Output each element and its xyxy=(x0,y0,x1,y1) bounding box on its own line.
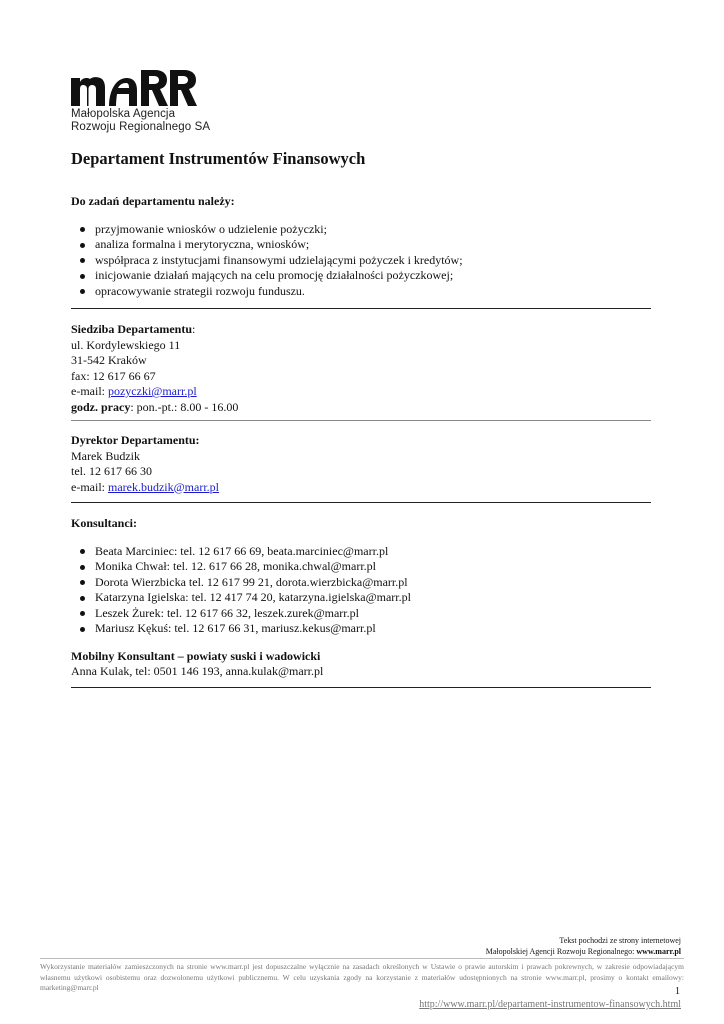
director-heading: Dyrektor Departamentu: xyxy=(71,433,200,447)
section-divider xyxy=(71,420,651,421)
seat-heading-colon: : xyxy=(192,322,196,336)
list-item: Katarzyna Igielska: tel. 12 417 74 20, katarzyna.igielska@marr.pl xyxy=(71,590,651,606)
logo-subtitle-line2: Rozwoju Regionalnego SA xyxy=(71,121,211,133)
mobile-consultant-text: Anna Kulak, tel: 0501 146 193, anna.kulak@marr.pl xyxy=(71,664,324,678)
tasks-section xyxy=(71,194,651,299)
mobile-consultant-heading: Mobilny Konsultant – powiaty suski i wadowicki xyxy=(71,648,321,663)
tasks-heading: Do zadań departamentu należy: xyxy=(71,194,235,208)
marr-logo xyxy=(71,70,211,134)
seat-city: 31-542 Kraków xyxy=(71,353,147,367)
page-title: Departament Instrumentów Finansowych xyxy=(71,149,366,168)
section-divider xyxy=(71,502,651,503)
footer-url-link[interactable]: http://www.marr.pl/departament-instrumentow-finansowych.html xyxy=(419,999,681,1010)
director-tel: tel. 12 617 66 30 xyxy=(71,464,152,478)
logo-subtitle xyxy=(71,108,211,134)
seat-email-label: e-mail: xyxy=(71,384,108,398)
consultants-section xyxy=(71,516,651,680)
list-item: opracowywanie strategii rozwoju funduszu. xyxy=(71,284,651,300)
list-item: Mariusz Kękuś: tel. 12 617 66 31, mariusz.kekus@marr.pl xyxy=(71,621,651,637)
footer-source-site: www.marr.pl xyxy=(636,947,681,956)
seat-heading: Siedziba Departamentu xyxy=(71,322,192,336)
consultants-heading: Konsultanci: xyxy=(71,516,138,530)
footer-source xyxy=(486,935,681,957)
director-section xyxy=(71,433,651,495)
list-item: przyjmowanie wniosków o udzielenie pożyczki; xyxy=(71,222,651,238)
list-item: Dorota Wierzbicka tel. 12 617 99 21, dorota.wierzbicka@marr.pl xyxy=(71,575,651,591)
tasks-list xyxy=(71,222,651,300)
director-email-link[interactable]: marek.budzik@marr.pl xyxy=(107,479,220,494)
list-item: Leszek Żurek: tel. 12 617 66 32, leszek.zurek@marr.pl xyxy=(71,606,651,622)
director-email-label: e-mail: xyxy=(71,479,108,494)
footer-source-line1: Tekst pochodzi ze strony internetowej xyxy=(559,936,681,945)
list-item: Monika Chwał: tel. 12. 617 66 28, monika.chwal@marr.pl xyxy=(71,559,651,575)
consultants-list xyxy=(71,544,651,637)
page-number: 1 xyxy=(675,986,680,997)
seat-street: ul. Kordylewskiego 11 xyxy=(71,337,181,352)
footer-copyright-note: Wykorzystanie materiałów zamieszczonych na stronie www.marr.pl jest dopuszczalne wyłącznie na zasadach określonych w Ustawie o prawie autorskim i prawach pokrewnych, w zakresie odpowiadającym własnemu użytkowi osobistemu oraz dozwolonemu użytkowi publicznemu. W celu uzyskania zgody na korzystanie z materiałów udostępnionych na stronie www.marr.pl, prosimy o kontakt emailowy: marketing@marr.pl xyxy=(40,962,684,992)
section-divider xyxy=(71,687,651,688)
section-divider xyxy=(71,308,651,309)
seat-hours-label: godz. pracy xyxy=(71,399,131,414)
list-item: Beata Marciniec: tel. 12 617 66 69, beata.marciniec@marr.pl xyxy=(71,544,651,560)
list-item: analiza formalna i merytoryczna, wniosków; xyxy=(71,237,651,253)
seat-fax: fax: 12 617 66 67 xyxy=(71,368,156,383)
list-item: inicjowanie działań mających na celu promocję działalności pożyczkowej; xyxy=(71,268,651,284)
marr-logo-wordmark xyxy=(71,70,199,106)
seat-email-link[interactable]: pozyczki@marr.pl xyxy=(107,384,197,398)
footer-source-line2: Małopolskiej Agencji Rozwoju Regionalnego: xyxy=(485,947,637,956)
director-name: Marek Budzik xyxy=(71,448,140,463)
logo-subtitle-line1: Małopolska Agencja xyxy=(71,108,176,120)
list-item: współpraca z instytucjami finansowymi udzielającymi pożyczek i kredytów; xyxy=(71,253,651,269)
footer-divider xyxy=(40,958,684,959)
seat-section xyxy=(71,322,651,415)
seat-hours-value: : pon.-pt.: 8.00 - 16.00 xyxy=(130,399,239,414)
